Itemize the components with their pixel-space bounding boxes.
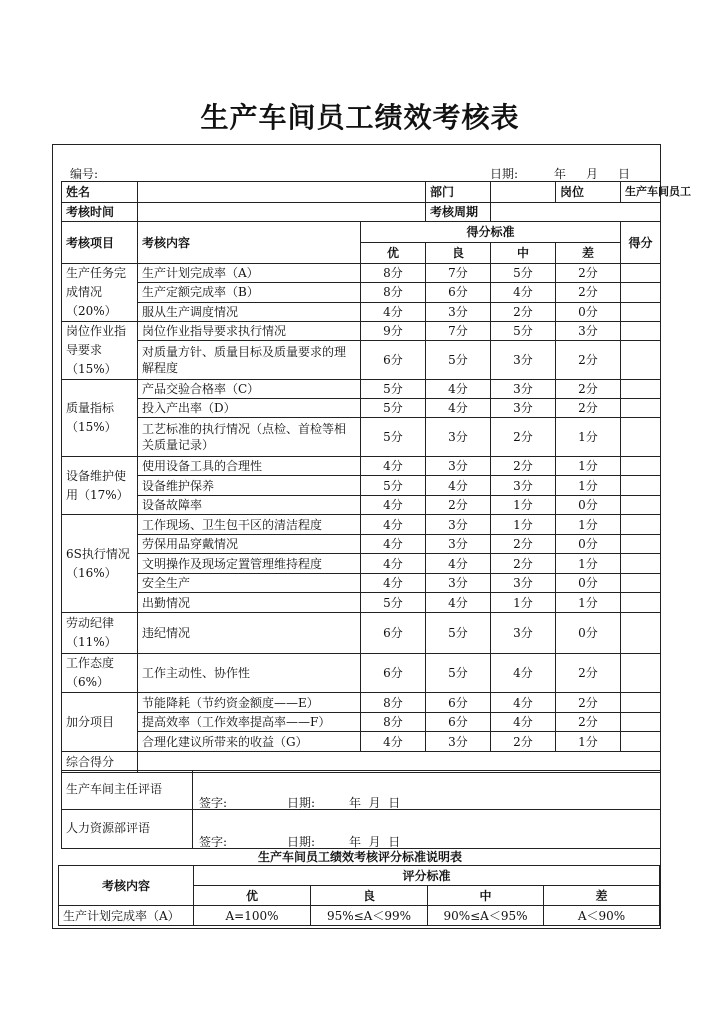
score-you: 9分 [361,322,426,341]
criteria-content: 对质量方针、质量目标及质量要求的理解程度 [138,341,361,380]
comment-area-hr[interactable] [193,810,661,849]
criteria-row [62,574,661,593]
score-cha: 1分 [556,732,621,752]
score-zhong: 4分 [491,713,556,732]
comment-label-director: 生产车间主任评语 [62,771,193,810]
score-cha: 0分 [556,574,621,593]
legend-row-content: 生产计划完成率（A） [59,906,194,926]
score-cha: 2分 [556,380,621,399]
score-you: 5分 [361,593,426,613]
score-cell[interactable] [621,613,661,654]
criteria-content: 节能降耗（节约资金额度——E） [138,693,361,713]
score-zhong: 1分 [491,496,556,515]
criteria-content: 产品交验合格率（C） [138,380,361,399]
score-cha: 1分 [556,515,621,535]
criteria-content: 工作主动性、协作性 [138,654,361,693]
legend-title: 生产车间员工绩效考核评分标准说明表 [257,850,462,864]
score-you: 4分 [361,574,426,593]
criteria-row [62,496,661,515]
group-name: 工作态度（6%） [62,654,138,693]
score-cell[interactable] [621,535,661,554]
day-label: 日 [618,167,631,181]
score-you: 4分 [361,732,426,752]
criteria-content: 提高效率（工作效率提高率——F） [138,713,361,732]
criteria-content: 违纪情况 [138,613,361,654]
criteria-content: 岗位作业指导要求执行情况 [138,322,361,341]
group-name: 生产任务完成情况（20%） [62,264,138,322]
score-liang: 3分 [426,418,491,457]
criteria-content: 服从生产调度情况 [138,302,361,321]
criteria-content: 使用设备工具的合理性 [138,457,361,476]
score-liang: 6分 [426,283,491,302]
criteria-row [62,476,661,496]
header-score: 得分 [621,222,661,264]
evaluation-table [61,181,691,773]
score-cha: 1分 [556,554,621,574]
score-cell[interactable] [621,593,661,613]
group-name: 6S执行情况（16%） [62,515,138,613]
criteria-row [62,302,661,321]
legend-liang: 良 [311,886,428,906]
date-label-director: 日期: [287,796,316,810]
score-liang: 5分 [426,654,491,693]
criteria-row [62,713,661,732]
score-liang: 2分 [426,496,491,515]
legend-row-zhong: 90%≤A＜95% [428,906,544,926]
criteria-row [62,732,661,752]
criteria-content: 设备维护保养 [138,476,361,496]
score-you: 4分 [361,515,426,535]
criteria-row [62,457,661,476]
score-cha: 2分 [556,341,621,380]
month-label: 月 [586,167,599,181]
legend-standard-header: 评分标准 [194,866,660,886]
criteria-content: 设备故障率 [138,496,361,515]
score-you: 6分 [361,613,426,654]
group-name: 加分项目 [62,693,138,752]
score-cell[interactable] [621,264,661,283]
score-cell[interactable] [621,476,661,496]
legend-row [59,906,660,926]
score-cha: 0分 [556,302,621,321]
score-zhong: 3分 [491,476,556,496]
score-zhong: 4分 [491,693,556,713]
score-cell[interactable] [621,496,661,515]
sign-label-hr: 签字: [199,835,228,849]
score-zhong: 2分 [491,732,556,752]
score-cell[interactable] [621,302,661,321]
score-zhong: 5分 [491,322,556,341]
score-cell[interactable] [621,554,661,574]
comment-area-director[interactable] [193,771,661,810]
score-you: 5分 [361,380,426,399]
score-zhong: 5分 [491,264,556,283]
time-value[interactable] [138,203,426,222]
sign-label-director: 签字: [199,796,228,810]
score-you: 8分 [361,693,426,713]
score-cell[interactable] [621,654,661,693]
criteria-row [62,654,661,693]
criteria-row [62,264,661,283]
score-liang: 7分 [426,322,491,341]
score-cha: 1分 [556,593,621,613]
score-cha: 2分 [556,713,621,732]
criteria-content: 工作现场、卫生包干区的清洁程度 [138,515,361,535]
period-label: 考核周期 [426,203,491,222]
score-cell[interactable] [621,732,661,752]
criteria-row [62,322,661,341]
time-label: 考核时间 [62,203,138,222]
criteria-row [62,693,661,713]
score-you: 8分 [361,283,426,302]
criteria-content: 生产定额完成率（B） [138,283,361,302]
score-zhong: 3分 [491,399,556,418]
comment-label-hr: 人力资源部评语 [62,810,193,849]
group-name: 质量指标（15%） [62,380,138,457]
score-zhong: 4分 [491,283,556,302]
comment-row-hr [62,810,661,849]
score-you: 8分 [361,264,426,283]
score-cell[interactable] [621,380,661,399]
score-you: 4分 [361,457,426,476]
info-row-1 [62,182,661,203]
score-cha: 3分 [556,322,621,341]
criteria-content: 劳保用品穿戴情况 [138,535,361,554]
criteria-content: 出勤情况 [138,593,361,613]
criteria-content: 安全生产 [138,574,361,593]
comment-row-director [62,771,661,810]
legend-header-row-1 [59,866,660,886]
criteria-content: 合理化建议所带来的收益（G） [138,732,361,752]
score-cell[interactable] [621,693,661,713]
criteria-row [62,418,661,457]
score-cha: 0分 [556,535,621,554]
date-label: 日期: [490,167,519,181]
score-you: 6分 [361,341,426,380]
dept-value[interactable] [491,182,556,203]
legend-row-liang: 95%≤A＜99% [311,906,428,926]
criteria-row [62,554,661,574]
criteria-row [62,341,661,380]
criteria-row [62,399,661,418]
position-label: 岗位 [556,182,621,203]
legend-content-header: 考核内容 [59,866,194,906]
score-you: 8分 [361,713,426,732]
score-liang: 3分 [426,732,491,752]
score-cell[interactable] [621,574,661,593]
score-cell[interactable] [621,457,661,476]
score-liang: 6分 [426,713,491,732]
score-zhong: 3分 [491,380,556,399]
ymd-hr: 年 月 日 [349,835,401,849]
score-liang: 4分 [426,593,491,613]
dept-label: 部门 [426,182,491,203]
header-you: 优 [361,243,426,264]
position-value: 生产车间员工 [621,182,661,203]
score-you: 4分 [361,554,426,574]
score-you: 5分 [361,399,426,418]
name-value[interactable] [138,182,426,203]
score-zhong: 1分 [491,515,556,535]
score-you: 4分 [361,302,426,321]
score-liang: 4分 [426,554,491,574]
score-cha: 2分 [556,654,621,693]
score-liang: 4分 [426,380,491,399]
header-standard: 得分标准 [361,222,621,243]
score-zhong: 3分 [491,341,556,380]
total-label: 综合得分 [62,752,138,773]
score-cha: 1分 [556,457,621,476]
score-cell[interactable] [621,322,661,341]
criteria-row [62,515,661,535]
score-zhong: 2分 [491,554,556,574]
header-content: 考核内容 [138,222,361,264]
score-cha: 2分 [556,264,621,283]
score-you: 4分 [361,535,426,554]
legend-zhong: 中 [428,886,544,906]
score-cell[interactable] [621,515,661,535]
ymd-director: 年 月 日 [349,796,401,810]
score-you: 5分 [361,476,426,496]
score-liang: 3分 [426,457,491,476]
legend-row-cha: A＜90% [544,906,660,926]
score-cha: 1分 [556,418,621,457]
score-cell[interactable] [621,418,661,457]
criteria-content: 投入产出率（D） [138,399,361,418]
score-zhong: 4分 [491,654,556,693]
header-cha: 差 [556,243,621,264]
score-zhong: 2分 [491,418,556,457]
score-liang: 5分 [426,613,491,654]
score-cell[interactable] [621,283,661,302]
score-you: 4分 [361,496,426,515]
legend-row-you: A=100% [194,906,311,926]
score-zhong: 2分 [491,302,556,321]
score-cha: 2分 [556,693,621,713]
criteria-row [62,613,661,654]
score-zhong: 1分 [491,593,556,613]
criteria-row [62,593,661,613]
score-zhong: 3分 [491,574,556,593]
legend-you: 优 [194,886,311,906]
score-cha: 0分 [556,613,621,654]
score-liang: 3分 [426,574,491,593]
header-row-1 [62,222,661,243]
score-you: 6分 [361,654,426,693]
score-liang: 7分 [426,264,491,283]
score-cha: 2分 [556,283,621,302]
info-row-2 [62,203,661,222]
group-name: 岗位作业指导要求（15%） [62,322,138,380]
criteria-row [62,535,661,554]
comments-table [61,770,661,849]
score-liang: 6分 [426,693,491,713]
legend-cha: 差 [544,886,660,906]
criteria-content: 工艺标准的执行情况（点检、首检等相关质量记录） [138,418,361,457]
score-liang: 4分 [426,476,491,496]
criteria-content: 生产计划完成率（A） [138,264,361,283]
score-liang: 3分 [426,302,491,321]
period-value[interactable] [491,203,661,222]
score-cell[interactable] [621,713,661,732]
score-liang: 3分 [426,535,491,554]
score-cha: 2分 [556,399,621,418]
header-zhong: 中 [491,243,556,264]
criteria-row [62,283,661,302]
score-you: 5分 [361,418,426,457]
criteria-content: 文明操作及现场定置管理维持程度 [138,554,361,574]
header-liang: 良 [426,243,491,264]
score-zhong: 2分 [491,535,556,554]
group-name: 劳动纪律（11%） [62,613,138,654]
score-liang: 5分 [426,341,491,380]
score-cha: 1分 [556,476,621,496]
score-liang: 3分 [426,515,491,535]
date-label-hr: 日期: [287,835,316,849]
number-label: 编号: [70,167,99,181]
page-title: 生产车间员工绩效考核表 [200,101,520,134]
year-label: 年 [554,167,567,181]
legend-table [58,865,660,926]
name-label: 姓名 [62,182,138,203]
score-cell[interactable] [621,399,661,418]
score-zhong: 3分 [491,613,556,654]
group-name: 设备维护使用（17%） [62,457,138,515]
score-zhong: 2分 [491,457,556,476]
criteria-row [62,380,661,399]
score-cell[interactable] [621,341,661,380]
score-cha: 0分 [556,496,621,515]
score-liang: 4分 [426,399,491,418]
header-item: 考核项目 [62,222,138,264]
